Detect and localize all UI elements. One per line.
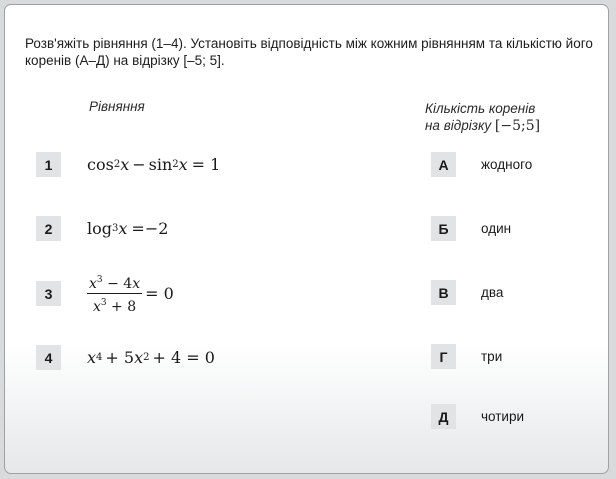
equations-header: Рівняння [89,99,145,114]
eq4-rhs: + 4 = 0 [152,348,215,367]
task-prompt: Розв'яжіть рівняння (1–4). Установіть відповідність між кожним рівнянням та кількістю його коренів (А–Д) на відрізку [–5; 5]. [25,36,593,68]
answer-letter-a: А [431,152,456,177]
eq1-rhs: = 1 [191,155,221,174]
roots-interval: [−5;5] [494,118,541,134]
eq3-den-var: x [92,299,101,315]
eq1-sin: sin [148,155,173,174]
eq3-den-rest: + 8 [111,299,137,315]
answer-letter-d: Д [431,404,456,429]
eq3-num-var: x [89,276,97,292]
equation-2 [87,216,168,241]
eq1-var-b: x [178,155,188,174]
eq1-exp-a: 2 [113,159,121,170]
eq1-exp-b: 2 [172,159,179,170]
task-card [4,4,609,474]
eq2-rhs: =−2 [131,219,169,238]
equation-1 [87,152,220,177]
answer-label-h: три [481,349,503,364]
eq3-denominator [93,294,136,315]
equation-number-1: 1 [36,152,61,177]
eq3-fraction [87,272,142,315]
eq3-num-exp: 3 [96,275,103,285]
eq3-numerator [87,272,142,294]
equation-number-4: 4 [36,345,61,370]
eq3-den-exp: 3 [100,298,107,308]
eq3-num-var2: x [132,276,141,292]
answer-label-d: чотири [481,409,525,424]
answer-label-a: жодного [481,157,533,172]
eq2-var: x [118,219,128,238]
roots-header [425,100,540,135]
eq1-var-a: x [120,155,130,174]
equation-number-3: 3 [36,281,61,306]
eq3-num-rest: − 4 [107,276,133,292]
answer-label-b: один [481,221,512,236]
answer-letter-b: Б [431,216,456,241]
eq4-exp-a: 4 [96,352,103,363]
eq4-coef: + 5 [105,348,135,367]
equation-3 [87,275,174,315]
eq4-var-a: x [87,348,97,367]
roots-header-line2 [425,117,540,135]
eq1-minus: − [132,155,146,174]
eq1-cos: cos [87,155,114,174]
equation-4 [87,345,215,370]
answer-letter-v: В [431,280,456,305]
eq3-rhs: = 0 [145,284,174,303]
eq2-log: log [87,219,112,238]
answer-letter-h: Г [431,344,456,369]
eq2-base: 3 [112,223,119,234]
eq4-var-b: x [134,348,144,367]
roots-header-line1: Кількість коренів [425,101,536,116]
answer-label-v: два [481,285,504,300]
roots-header-prefix: на відрізку [425,118,492,133]
equation-number-2: 2 [36,216,61,241]
eq4-exp-b: 2 [143,352,150,363]
